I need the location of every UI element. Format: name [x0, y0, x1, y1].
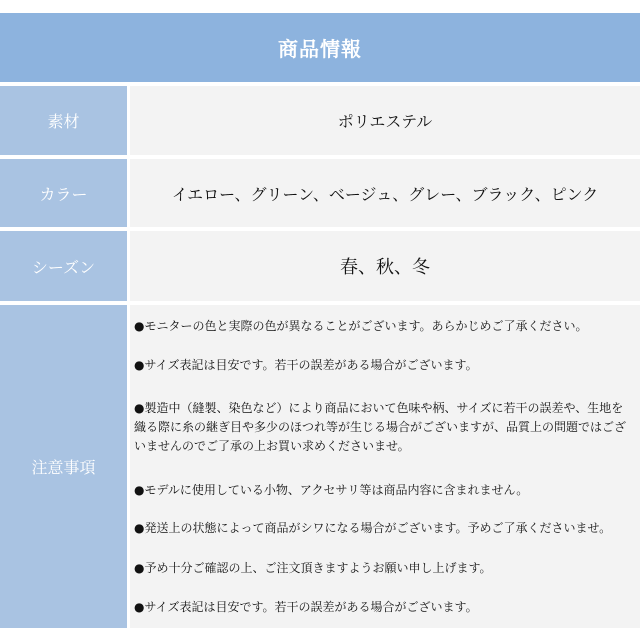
row-material	[0, 86, 640, 155]
notes-list	[130, 305, 640, 628]
note-item: ●サイズ表記は目安です。若干の誤差がある場合がございます。	[134, 600, 478, 614]
note-item: ●発送上の状態によって商品がシワになる場合がございます。予めご了承くださいませ。	[134, 521, 612, 535]
row-label: 注意事項	[0, 305, 127, 628]
row-value: イエロー、グリーン、ベージュ、グレー、ブラック、ピンク	[130, 159, 640, 227]
table-header	[0, 13, 640, 82]
row-label: 素材	[0, 86, 127, 155]
table-title: 商品情報	[278, 37, 362, 61]
note-item: ●モニターの色と実際の色が異なることがございます。あらかじめご了承ください。	[134, 319, 588, 333]
note-item: ●製造中（縫製、染色など）により商品において色味や柄、サイズに若干の誤差や、生地を織る際に糸の継ぎ目や多少のほつれ等が生じる場合がございますが、品質上の問題ではございませんのでご了承の上お買い求めくださいませ。	[134, 401, 627, 453]
row-season	[0, 231, 640, 301]
note-item: ●モデルに使用している小物、アクセサリ等は商品内容に含まれません。	[134, 483, 529, 497]
row-label: カラー	[0, 159, 127, 227]
row-value: ポリエステル	[130, 86, 640, 155]
row-color	[0, 159, 640, 227]
row-label: シーズン	[0, 231, 127, 301]
row-value: 春、秋、冬	[130, 231, 640, 301]
row-notes	[0, 305, 640, 628]
note-item: ●サイズ表記は目安です。若干の誤差がある場合がございます。	[134, 358, 478, 372]
product-info-table	[0, 13, 640, 628]
note-item: ●予め十分ご確認の上、ご注文頂きますようお願い申し上げます。	[134, 561, 492, 575]
